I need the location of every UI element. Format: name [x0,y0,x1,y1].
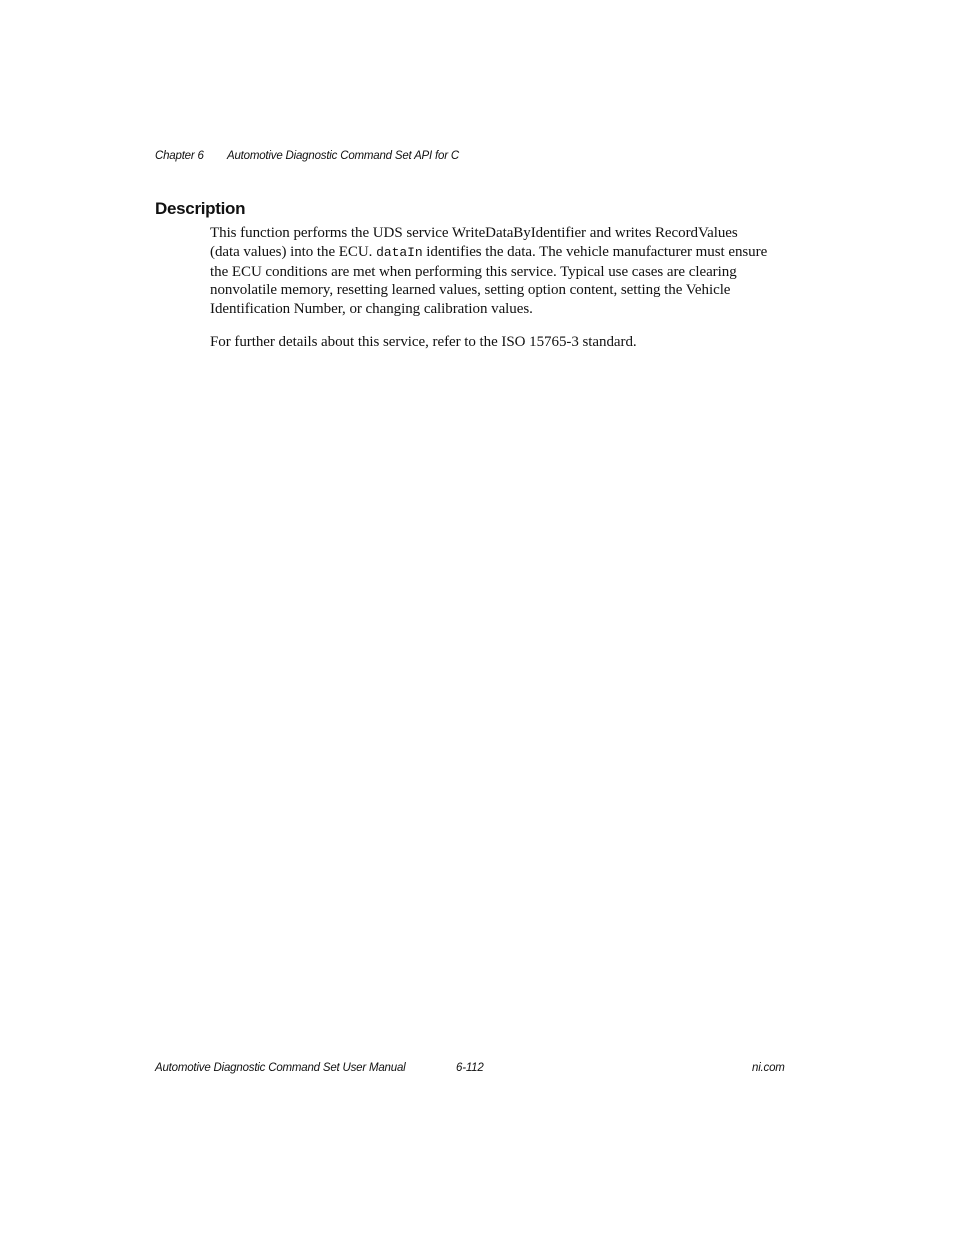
paragraph-line: (data values) into the ECU. [210,243,377,260]
paragraph-line: This function performs the UDS service WriteDataByIdentifier and writes RecordValues [210,225,738,241]
running-head [155,150,459,162]
reference-paragraph: For further details about this service, refer to the ISO 15765-3 standard. [210,334,637,350]
paragraph-line: Identification Number, or changing calibration values. [210,301,533,318]
footer-manual-title: Automotive Diagnostic Command Set User Manual [155,1062,406,1074]
footer-page-number: 6-112 [456,1062,484,1074]
paragraph-line: nonvolatile memory, resetting learned values, setting option content, setting the Vehicle [210,282,731,299]
paragraph-line: the ECU conditions are met when performing this service. Typical use cases are clearing [210,263,737,280]
description-paragraph [210,224,800,319]
footer-website: ni.com [752,1062,785,1074]
section-heading: Description [155,199,246,218]
chapter-label: Chapter 6 [155,150,204,162]
code-identifier: dataIn [376,244,423,260]
paragraph-line: identifies the data. The vehicle manufacturer must ensure [422,243,768,260]
chapter-title: Automotive Diagnostic Command Set API for C [227,150,459,162]
